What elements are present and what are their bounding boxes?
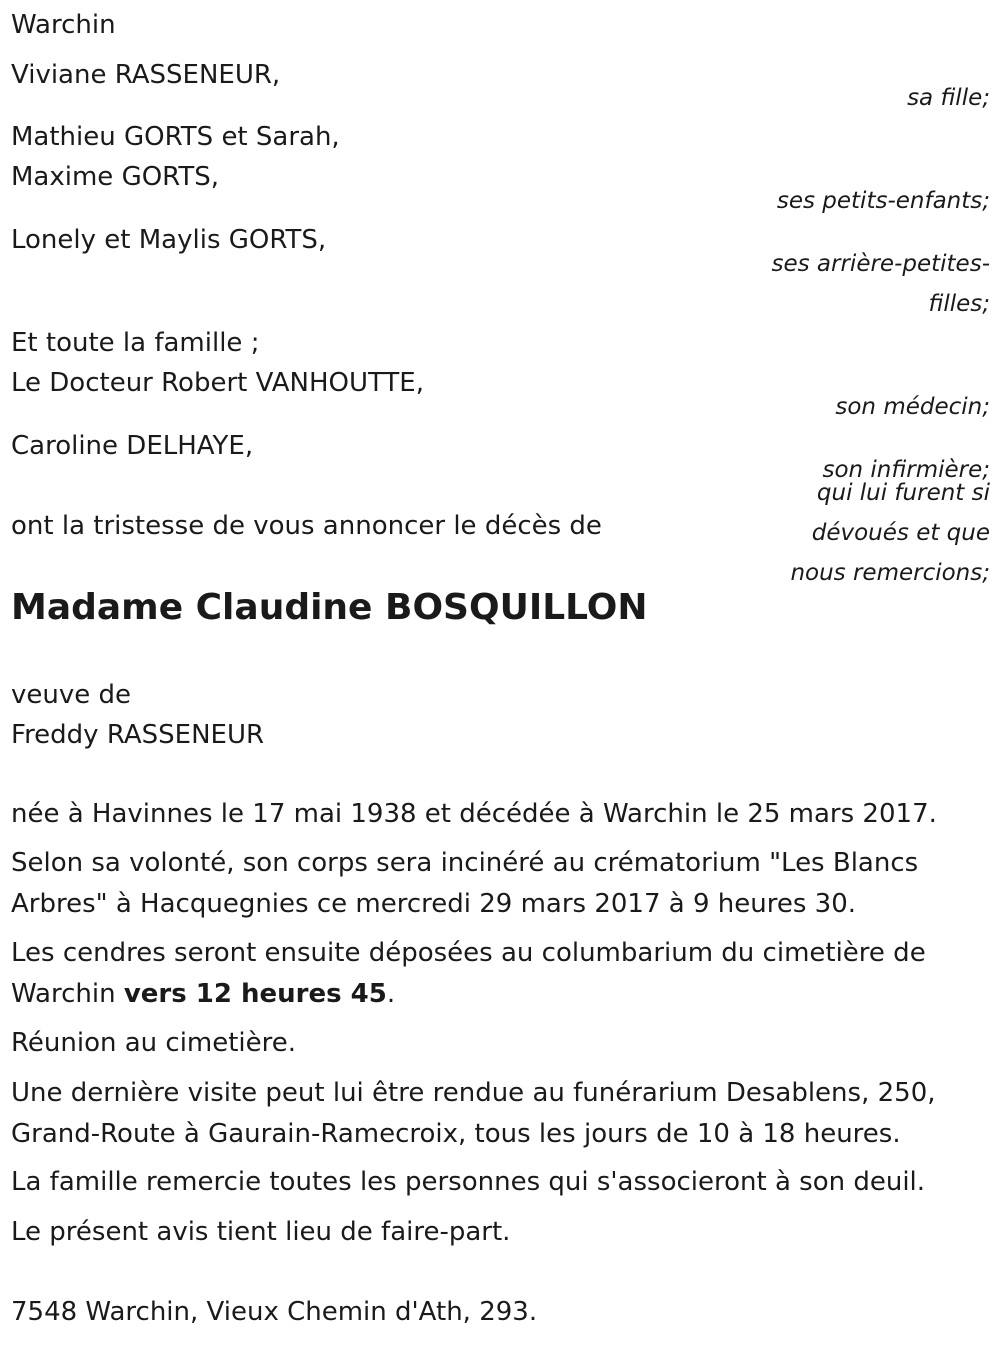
family-member-grandchild: Mathieu GORTS et Sarah,	[11, 122, 340, 152]
family-member-nurse: Caroline DELHAYE,	[11, 431, 254, 461]
spouse-name: Freddy RASSENEUR	[11, 720, 265, 750]
relation-great-grandchildren: filles;	[928, 291, 990, 317]
locality: Warchin	[11, 10, 116, 40]
cremation-line: Arbres" à Hacquegnies ce mercredi 29 mars 2017 à 9 heures 30.	[11, 888, 856, 919]
family-whole: Et toute la famille ;	[11, 328, 260, 358]
cremation-paragraph	[11, 843, 989, 924]
thanks-line: nous remercions;	[790, 560, 990, 586]
cremation-line: Selon sa volonté, son corps sera incinéré au crématorium "Les Blancs	[11, 848, 919, 878]
thanks-line: qui lui furent si	[816, 480, 990, 506]
relation-daughter: sa fille;	[907, 85, 990, 111]
meeting: Réunion au cimetière.	[11, 1028, 297, 1058]
ashes-line	[11, 974, 989, 1015]
ashes-line: Les cendres seront ensuite déposées au columbarium du cimetière de	[11, 938, 926, 968]
relation-great-grandchildren: ses arrière-petites-	[771, 251, 990, 277]
birth-death: née à Havinnes le 17 mai 1938 et décédée à Warchin le 25 mars 2017.	[11, 799, 937, 829]
visit-line: Une dernière visite peut lui être rendue au funérarium Desablens, 250,	[11, 1078, 936, 1108]
relation-doctor: son médecin;	[835, 394, 990, 420]
relation-grandchildren: ses petits-enfants;	[776, 188, 990, 214]
ashes-end: .	[386, 978, 396, 1009]
family-thanks: La famille remercie toutes les personnes qui s'associeront à son deuil.	[11, 1167, 926, 1197]
family-member-great-grandchildren: Lonely et Maylis GORTS,	[11, 225, 327, 255]
deceased-name: Madame Claudine BOSQUILLON	[11, 587, 648, 628]
relation-nurse: son infirmière;	[822, 457, 990, 483]
family-member-grandchild: Maxime GORTS,	[11, 162, 219, 192]
thanks-line: dévoués et que	[811, 520, 990, 546]
visit-paragraph	[11, 1073, 989, 1154]
ashes-place: Warchin	[11, 978, 124, 1009]
family-member-doctor: Le Docteur Robert VANHOUTTE,	[11, 368, 424, 398]
ashes-paragraph	[11, 933, 989, 1014]
family-member-daughter: Viviane RASSENEUR,	[11, 60, 281, 90]
notice: Le présent avis tient lieu de faire-part.	[11, 1217, 511, 1247]
widow-of-label: veuve de	[11, 680, 132, 710]
visit-line: Grand-Route à Gaurain-Ramecroix, tous les jours de 10 à 18 heures.	[11, 1118, 901, 1149]
address: 7548 Warchin, Vieux Chemin d'Ath, 293.	[11, 1297, 538, 1327]
announcement: ont la tristesse de vous annoncer le décès de	[11, 511, 602, 541]
ashes-time: vers 12 heures 45	[123, 978, 387, 1009]
